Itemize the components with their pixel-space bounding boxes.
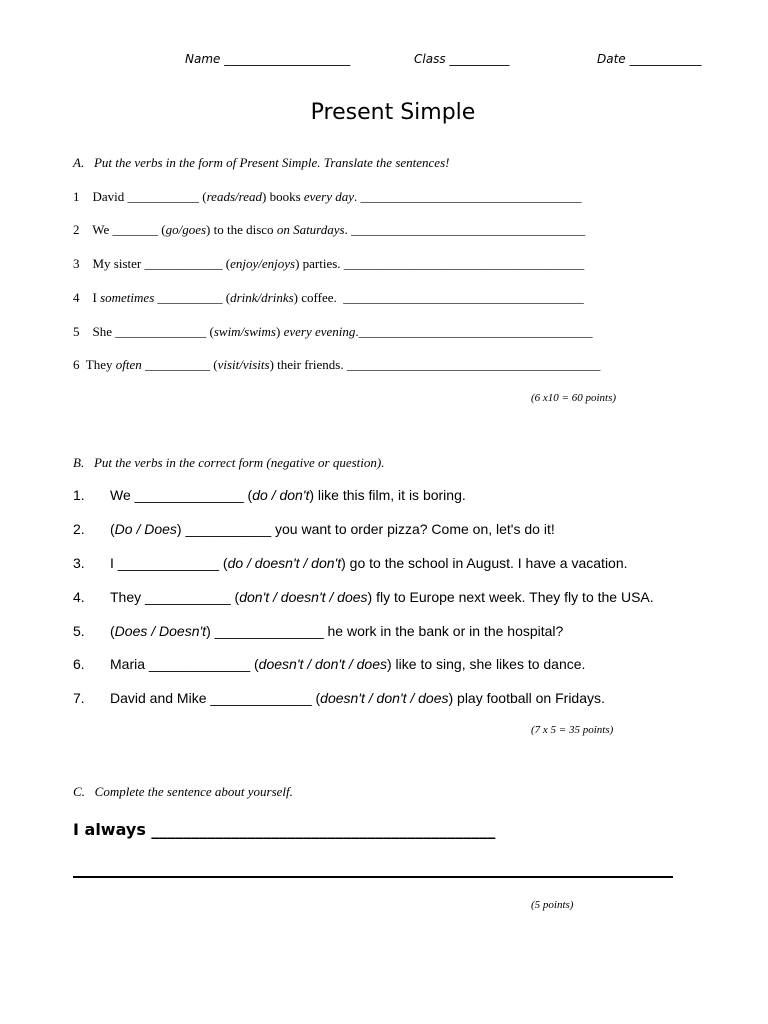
sentence-text: __________ (: [141, 357, 218, 372]
item-number: 6: [73, 357, 80, 372]
sentence-fragment: David and Mike _____________ (: [110, 690, 321, 706]
item-number: 3.: [73, 555, 85, 571]
verb-option: drink/drinks: [230, 290, 294, 305]
item-number: 2.: [73, 521, 85, 537]
sentence-text: [110, 589, 654, 605]
section-a-points: (6 x10 = 60 points): [531, 392, 617, 404]
item-number: 1: [73, 189, 80, 204]
section-c-points: (5 points): [531, 899, 574, 911]
sentence-text: ) coffee. _____________________________________: [293, 290, 584, 305]
verb-option: often: [115, 357, 142, 372]
sentence-text: [110, 555, 628, 571]
item-number: 7.: [73, 690, 85, 706]
verb-option: every evening: [283, 324, 356, 339]
sentence-fragment: ) ___________ you want to order pizza? Come on, let's do it!: [176, 521, 555, 537]
sentence-text: ) parties. _____________________________________: [295, 256, 585, 271]
sentence-text: .____________________________________: [355, 324, 593, 339]
exercise-a-item: [73, 357, 600, 373]
sentence-fragment: Maria _____________ (: [110, 656, 259, 672]
verb-option: do / don't: [252, 487, 310, 503]
sentence-fragment: ) like this film, it is boring.: [309, 487, 466, 503]
section-b-instruction: B. Put the verbs in the correct form (negative or question).: [73, 455, 385, 470]
date-field-label: Date ____________: [597, 52, 702, 66]
verb-option: Does / Doesn't: [114, 623, 207, 639]
item-number: 2: [73, 222, 80, 237]
section-c-prompt: I always ___________________________________________: [73, 820, 496, 839]
sentence-text: We _______ (: [79, 222, 166, 237]
sentence-fragment: ) play football on Fridays.: [448, 690, 605, 706]
sentence-text: ): [275, 324, 284, 339]
sentence-text: She ______________ (: [79, 324, 214, 339]
verb-option: enjoy/enjoys: [230, 256, 296, 271]
name-field-label: Name _____________________: [185, 52, 351, 66]
sentence-fragment: We ______________ (: [110, 487, 253, 503]
verb-option: every day: [303, 189, 355, 204]
sentence-fragment: I _____________ (: [110, 555, 228, 571]
section-a-instruction: A. Put the verbs in the form of Present Simple. Translate the sentences!: [73, 155, 450, 170]
sentence-fragment: ) fly to Europe next week. They fly to the USA.: [367, 589, 654, 605]
sentence-fragment: ) like to sing, she likes to dance.: [387, 656, 586, 672]
item-number: 5.: [73, 623, 85, 639]
sentence-text: ) books: [261, 189, 304, 204]
item-number: 1.: [73, 487, 85, 503]
page-title: Present Simple: [310, 100, 476, 125]
sentence-text: [110, 487, 466, 503]
exercise-a-item: [73, 324, 593, 340]
sentence-text: ) to the disco: [206, 222, 277, 237]
verb-option: don't / doesn't / does: [239, 589, 368, 605]
item-number: 6.: [73, 656, 85, 672]
sentence-text: . __________________________________: [354, 189, 582, 204]
verb-option: on Saturdays: [276, 222, 345, 237]
class-field-label: Class __________: [414, 52, 510, 66]
item-number: 4.: [73, 589, 85, 605]
section-b-points: (7 x 5 = 35 points): [531, 724, 614, 736]
exercise-a-item: [73, 256, 584, 272]
verb-option: go/goes: [165, 222, 207, 237]
sentence-text: [110, 656, 585, 672]
sentence-text: I: [79, 290, 101, 305]
sentence-text: [110, 690, 605, 706]
sentence-text: My sister ____________ (: [79, 256, 231, 271]
verb-option: doesn't / don't / does: [258, 656, 387, 672]
verb-option: visit/visits: [217, 357, 270, 372]
exercise-a-item: [73, 290, 584, 306]
answer-line: [73, 876, 673, 878]
sentence-fragment: (: [110, 521, 115, 537]
sentence-text: David ___________ (: [79, 189, 207, 204]
sentence-text: [110, 521, 555, 537]
sentence-text: __________ (: [154, 290, 231, 305]
verb-option: doesn't / don't / does: [320, 690, 449, 706]
verb-option: sometimes: [100, 290, 155, 305]
verb-option: do / doesn't / don't: [227, 555, 342, 571]
section-c-instruction: C. Complete the sentence about yourself.: [73, 784, 293, 799]
verb-option: Do / Does: [114, 521, 177, 537]
sentence-text: . ____________________________________: [344, 222, 586, 237]
sentence-fragment: ) go to the school in August. I have a vacation.: [341, 555, 628, 571]
item-number: 3: [73, 256, 80, 271]
sentence-text: [110, 623, 563, 639]
sentence-fragment: (: [110, 623, 115, 639]
exercise-a-item: [73, 189, 582, 205]
sentence-fragment: ) ______________ he work in the bank or in the hospital?: [206, 623, 564, 639]
item-number: 5: [73, 324, 80, 339]
sentence-text: They: [79, 357, 116, 372]
exercise-a-item: [73, 222, 585, 238]
sentence-text: ) their friends. _______________________________________: [269, 357, 601, 372]
verb-option: reads/read: [206, 189, 262, 204]
sentence-fragment: They ___________ (: [110, 589, 240, 605]
item-number: 4: [73, 290, 80, 305]
verb-option: swim/swims: [213, 324, 276, 339]
